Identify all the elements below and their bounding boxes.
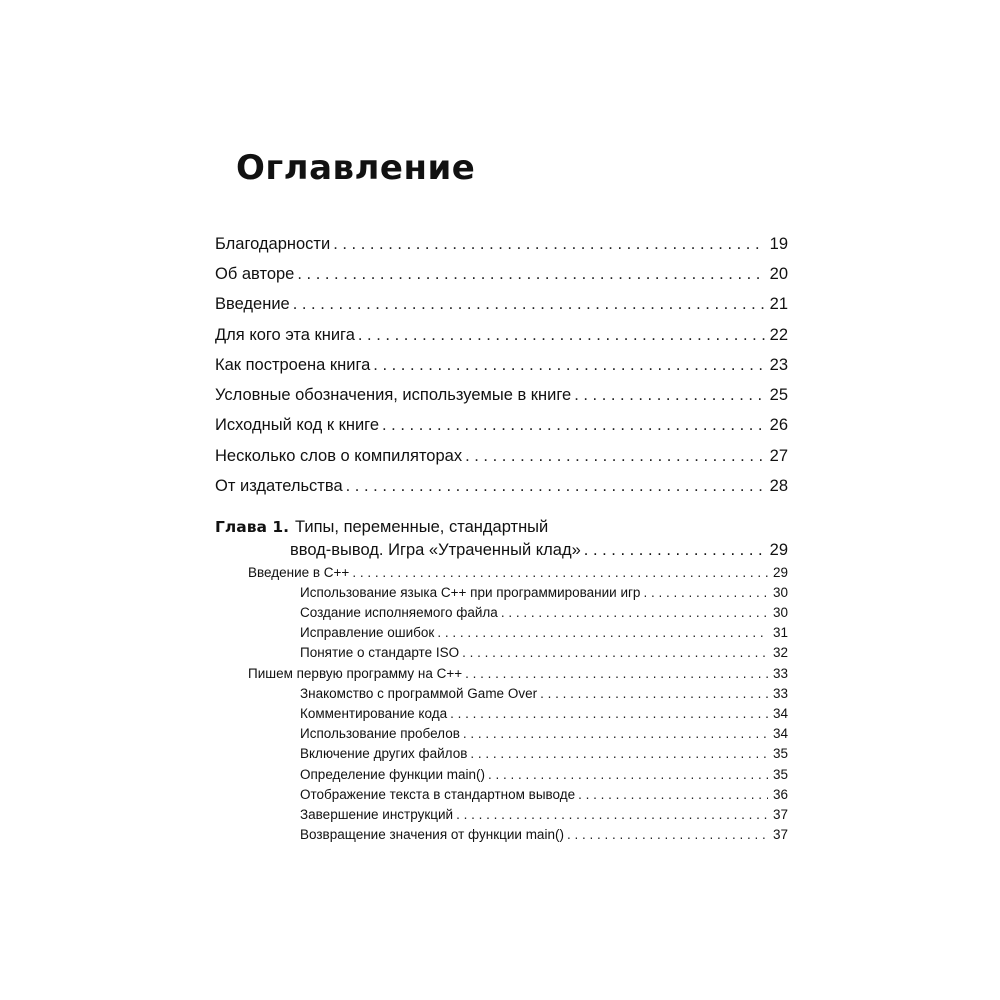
toc-entry-conventions [215,386,788,408]
toc-entry-label: Об авторе [215,265,295,283]
toc-entry-page: 27 [769,447,788,465]
toc-entry-label: Использование языка С++ при программировании игр [300,585,641,600]
chapter-page: 29 [769,541,788,559]
dot-leader [584,541,765,560]
toc-entry-page: 30 [772,605,788,620]
dot-leader [293,295,765,314]
toc-entry-page: 21 [769,295,788,313]
page-title: Оглавление [236,148,476,188]
toc-entry-label: Условные обозначения, используемые в книге [215,386,572,404]
dot-leader [501,605,768,620]
dot-leader [643,585,768,600]
toc-subsection [300,726,788,744]
toc-entry-source-code [215,416,788,438]
toc-entry-label: Введение [215,295,290,313]
toc-entry-page: 32 [772,645,788,660]
toc-entry-page: 35 [772,767,788,782]
toc-subsection [300,605,788,623]
toc-entry-page: 37 [772,807,788,822]
toc-entry-label: Комментирование кода [300,706,448,721]
toc-entry-about-author [215,265,788,287]
toc-entry-audience [215,326,788,348]
dot-leader [358,326,765,345]
toc-subsection [300,686,788,704]
toc-entry-introduction [215,295,788,317]
chapter-title-line1: Типы, переменные, стандартный [295,518,549,536]
toc-entry-label: Использование пробелов [300,726,460,741]
toc-entry-page: 28 [769,477,788,495]
toc-entry-label: Определение функции main() [300,767,485,782]
toc-entry-page: 33 [772,686,788,701]
toc-subsection [300,827,788,845]
toc-subsection [300,807,788,825]
toc-entry-page: 29 [772,565,788,580]
toc-entry-page: 37 [772,827,788,842]
chapter-title-line2: ввод-вывод. Игра «Утраченный клад» [290,541,581,559]
toc-entry-page: 34 [772,706,788,721]
dot-leader [470,746,768,761]
toc-entry-page: 33 [772,666,788,681]
toc-entry-label: Благодарности [215,235,331,253]
toc-subsection [300,746,788,764]
toc-entry-label: Пишем первую программу на С++ [248,666,463,681]
toc-section-intro-cpp [248,565,788,583]
toc-section-first-program [248,666,788,684]
toc-entry-acknowledgements [215,235,788,257]
toc-entry-label: Понятие о стандарте ISO [300,645,460,660]
toc-entry-label: Отображение текста в стандартном выводе [300,787,576,802]
toc-entry-label: От издательства [215,477,343,495]
toc-entry-label: Исходный код к книге [215,416,380,434]
toc-entry-compilers [215,447,788,469]
dot-leader [346,477,765,496]
toc-entry-label: Для кого эта книга [215,326,355,344]
toc-entry-page: 19 [769,235,788,253]
dot-leader [382,416,765,435]
toc-subsection [300,645,788,663]
toc-entry-page: 34 [772,726,788,741]
toc-entry-label: Исправление ошибок [300,625,435,640]
dot-leader [373,356,764,375]
toc-entry-page: 35 [772,746,788,761]
toc-entry-page: 23 [769,356,788,374]
dot-leader [450,706,768,721]
dot-leader [333,235,764,254]
chapter-number: Глава 1. [215,518,290,536]
toc-entry-page: 25 [769,386,788,404]
toc-subsection [300,706,788,724]
dot-leader [465,447,765,466]
dot-leader [297,265,764,284]
dot-leader [567,827,768,842]
toc-entry-label: Знакомство с программой Game Over [300,686,538,701]
toc-entry-label: Несколько слов о компиляторах [215,447,463,465]
dot-leader [465,666,768,681]
dot-leader [578,787,768,802]
chapter-heading-line1 [215,518,548,537]
dot-leader [437,625,768,640]
dot-leader [352,565,768,580]
toc-entry-page: 31 [772,625,788,640]
toc-entry-structure [215,356,788,378]
toc-entry-label: Завершение инструкций [300,807,454,822]
toc-subsection [300,625,788,643]
dot-leader [463,726,768,741]
dot-leader [540,686,768,701]
toc-subsection [300,787,788,805]
toc-entry-publisher [215,477,788,499]
dot-leader [462,645,768,660]
toc-entry-page: 22 [769,326,788,344]
toc-entry-label: Введение в С++ [248,565,350,580]
toc-entry-page: 36 [772,787,788,802]
toc-subsection [300,767,788,785]
toc-entry-label: Как построена книга [215,356,371,374]
toc-entry-page: 20 [769,265,788,283]
toc-subsection [300,585,788,603]
toc-entry-label: Возвращение значения от функции main() [300,827,564,842]
toc-entry-label: Создание исполняемого файла [300,605,498,620]
toc-entry-page: 26 [769,416,788,434]
dot-leader [456,807,768,822]
dot-leader [488,767,768,782]
toc-entry-label: Включение других файлов [300,746,468,761]
chapter-heading-line2 [290,541,788,560]
dot-leader [574,386,764,405]
toc-entry-page: 30 [772,585,788,600]
